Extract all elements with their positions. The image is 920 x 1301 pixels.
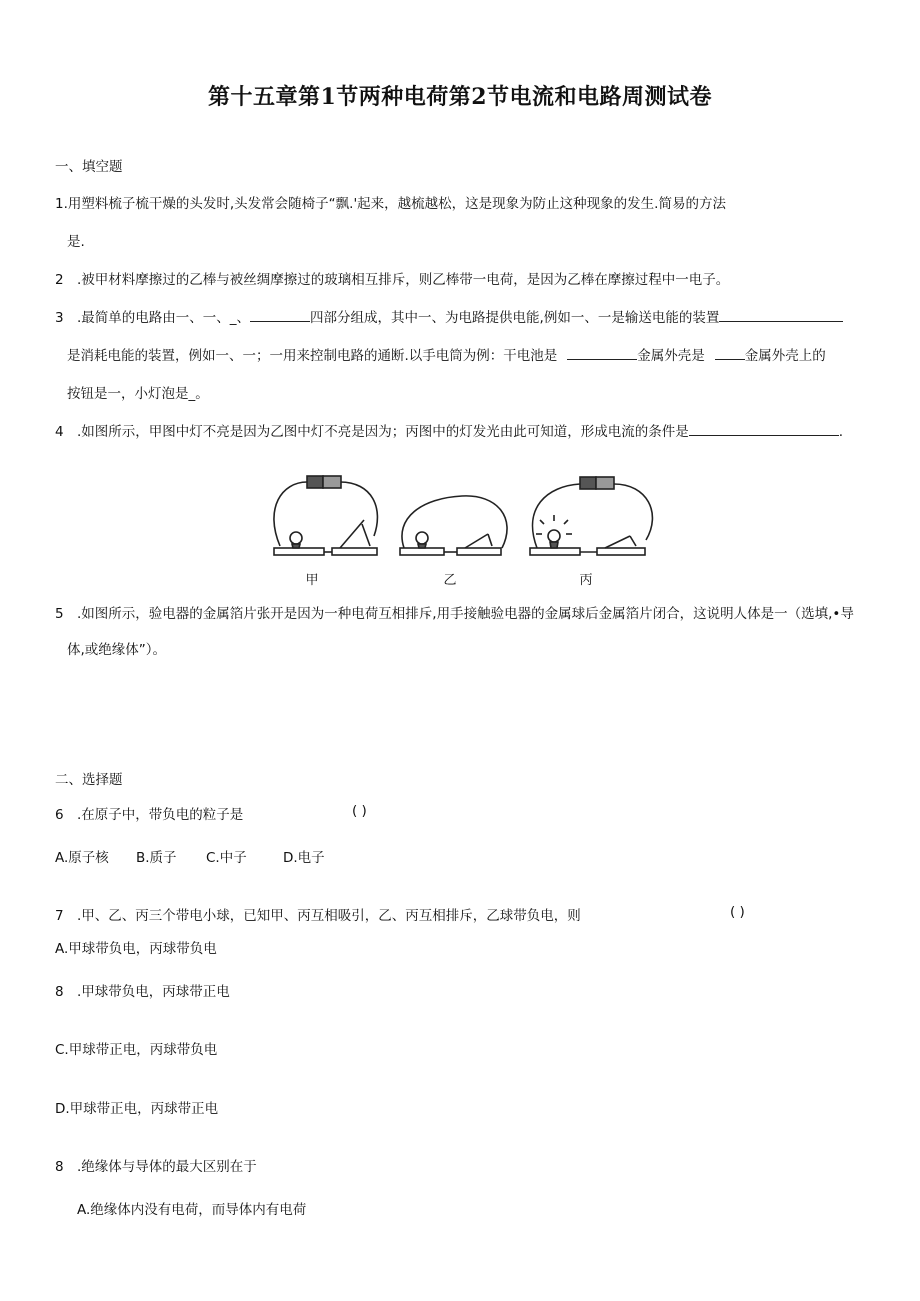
question-text: .被甲材料摩擦过的乙棒与被丝绸摩擦过的玻璃相互排斥，则乙棒带一电荷，是因为乙棒在摩擦过程中一电子。 [77, 272, 730, 288]
question-3-line-3: 按钮是一，小灯泡是_。 [67, 386, 209, 402]
question-5-line-2: 体,或绝缘体”）。 [67, 642, 167, 658]
option-a[interactable]: A.绝缘体内没有电荷，而导体内有电荷 [77, 1202, 307, 1218]
page-title: 第十五章第1节两种电荷第2节电流和电路周测试卷 [207, 84, 713, 110]
figure-label-yi: 乙 [443, 573, 457, 588]
answer-paren[interactable]: ( ) [352, 803, 367, 819]
circuit-yi [400, 496, 507, 555]
answer-blank[interactable] [250, 309, 310, 322]
bulb-icon [416, 532, 428, 544]
answer-blank[interactable] [719, 309, 843, 322]
option-d[interactable]: D.电子 [283, 850, 325, 866]
option-a[interactable]: A.甲球带负电，丙球带负电 [55, 941, 217, 957]
question-text: 金属外壳上的 [744, 348, 826, 364]
question-number: 6 [55, 807, 64, 823]
circuit-bing [530, 477, 652, 555]
question-number: 8 [55, 1159, 64, 1175]
figure-label-bing: 丙 [579, 573, 593, 588]
question-text: .甲、乙、丙三个带电小球，已知甲、丙互相吸引，乙、丙互相排斥，乙球带负电，则 [77, 908, 581, 924]
question-7 [55, 904, 581, 924]
answer-blank[interactable] [689, 423, 839, 436]
question-6 [55, 803, 243, 823]
question-number: 4 [55, 424, 64, 440]
question-text: 四部分组成，其中一、为电路提供电能,例如一、一是输送电能的装置 [310, 310, 720, 326]
answer-blank[interactable] [567, 347, 637, 360]
bulb-icon [548, 530, 560, 542]
option-d[interactable]: D.甲球带正电，丙球带正电 [55, 1101, 219, 1117]
question-1-line-2: 是. [67, 234, 85, 250]
question-text: .如图所示，甲图中灯不亮是因为乙图中灯不亮是因为；丙图中的灯发光由此可知道，形成电流的条件是 [77, 424, 689, 440]
option-c[interactable]: C.中子 [206, 850, 247, 866]
question-text: .甲球带负电，丙球带正电 [77, 984, 230, 1000]
question-number: 8 [55, 984, 64, 1000]
bulb-icon [290, 532, 302, 544]
answer-paren[interactable]: ( ) [730, 904, 745, 920]
circuit-figure [262, 468, 662, 594]
question-number: 5 [55, 606, 64, 622]
circuit-jia [274, 476, 377, 555]
question-3-line-1 [55, 306, 843, 326]
question-text: .在原子中，带负电的粒子是 [77, 807, 244, 823]
option-b[interactable]: B.质子 [136, 850, 177, 866]
question-1-line-1: 1.用塑料梳子梳干燥的头发时,头发常会随椅子“飘.'起来，越梳越松，这是现象为防止这种现象的发生.简易的方法 [55, 196, 726, 212]
option-c[interactable]: C.甲球带正电，丙球带负电 [55, 1042, 218, 1058]
question-4 [55, 420, 843, 440]
option-a[interactable]: A.原子核 [55, 850, 109, 866]
question-text: .绝缘体与导体的最大区别在于 [77, 1159, 257, 1175]
section-heading-choice: 二、选择题 [55, 772, 123, 788]
section-heading-fill: 一、填空题 [55, 159, 123, 175]
question-text: 金属外壳是 [637, 348, 705, 364]
question-number: 7 [55, 908, 64, 924]
question-2 [55, 268, 729, 288]
question-end: . [838, 424, 844, 440]
answer-blank[interactable] [715, 347, 745, 360]
question-text: 是消耗电能的装置，例如一、一；一用来控制电路的通断.以手电筒为例：干电池是 [67, 348, 558, 364]
question-3-line-2 [67, 344, 826, 364]
question-5-line-1 [55, 602, 854, 622]
question-8 [55, 1155, 257, 1175]
question-number: 2 [55, 272, 64, 288]
question-7-option-b[interactable] [55, 980, 230, 1000]
question-text: .最简单的电路由一、一、_、 [77, 310, 251, 326]
question-number: 3 [55, 310, 64, 326]
question-text: .如图所示，验电器的金属箔片张开是因为一种电荷互相排斥,用手接触验电器的金属球后金属箔片闭合，这说明人体是一（选填,•导 [77, 606, 854, 622]
figure-label-jia: 甲 [305, 573, 319, 588]
